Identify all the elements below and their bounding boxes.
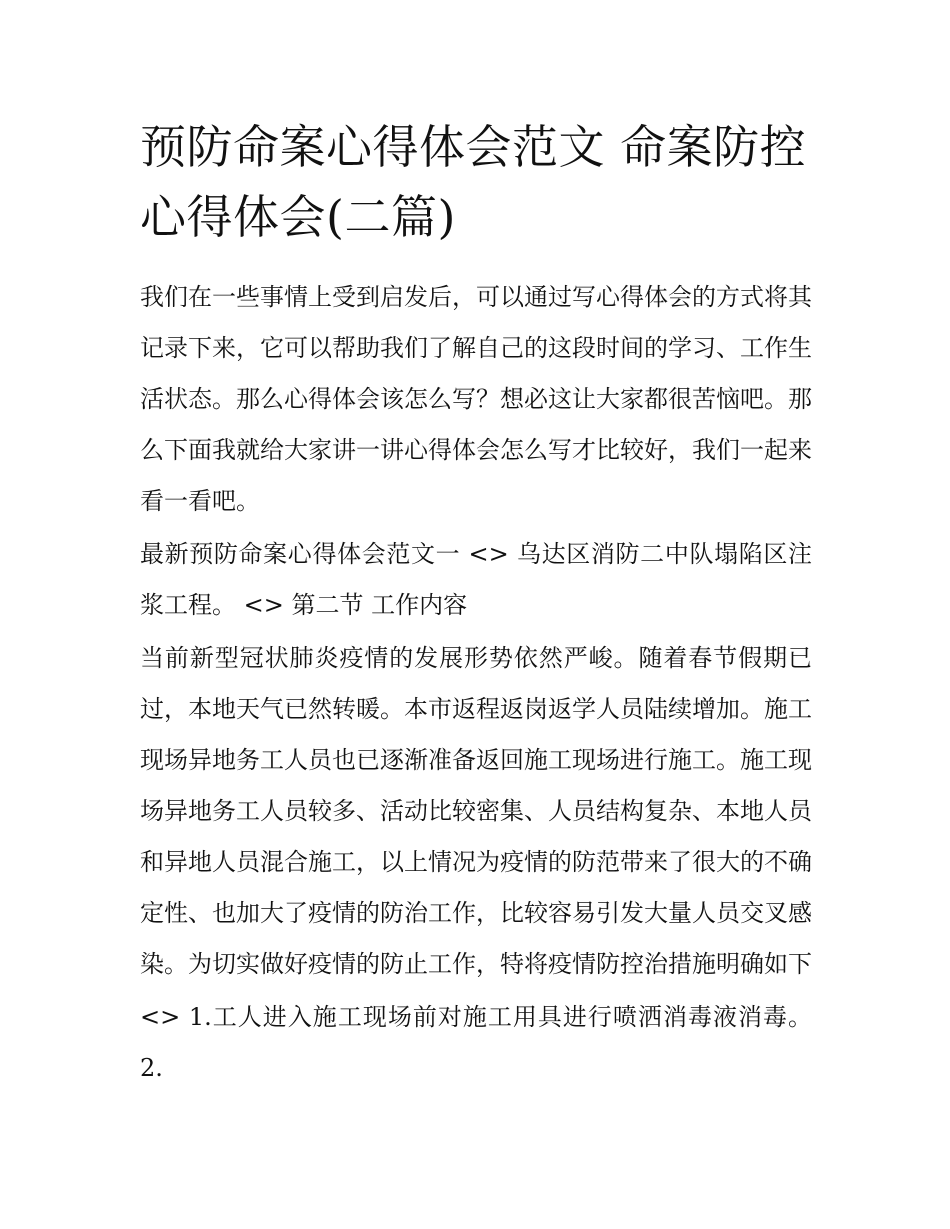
document-title: 预防命案心得体会范文 命案防控心得体会(二篇) <box>140 120 807 244</box>
document-page <box>140 112 812 1096</box>
paragraph-section-heading: 最新预防命案心得体会范文一 <> 乌达区消防二中队塌陷区注浆工程。 <> 第二节 工作内容 <box>140 540 812 619</box>
paragraph-epidemic-situation: 当前新型冠状肺炎疫情的发展形势依然严峻。随着春节假期已过，本地天气已然转暖。本市返程返岗返学人员陆续增加。施工现场异地务工人员也已逐渐准备返回施工现场进行施工。施工现场异地务工人员较多、活动比较密集、人员结构复杂、本地人员和异地人员混合施工，以上情况为疫情的防范带来了很大的不确定性、也加大了疫情的防治工作，比较容易引发大量人员交叉感染。为切实做好疫情的防止工作，特将疫情防控治措施明确如下 <box>140 644 812 978</box>
paragraph-intro: 我们在一些事情上受到启发后，可以通过写心得体会的方式将其记录下来，它可以帮助我们了解自己的这段时间的学习、工作生活状态。那么心得体会该怎么写？想必这让大家都很苦恼吧。那么下面我就给大家讲一讲心得体会怎么写才比较好，我们一起来看一看吧。 <box>140 283 812 515</box>
paragraph-measures: <> 1.工人进入施工现场前对施工用具进行喷洒消毒液消毒。 2. <box>140 1003 812 1082</box>
